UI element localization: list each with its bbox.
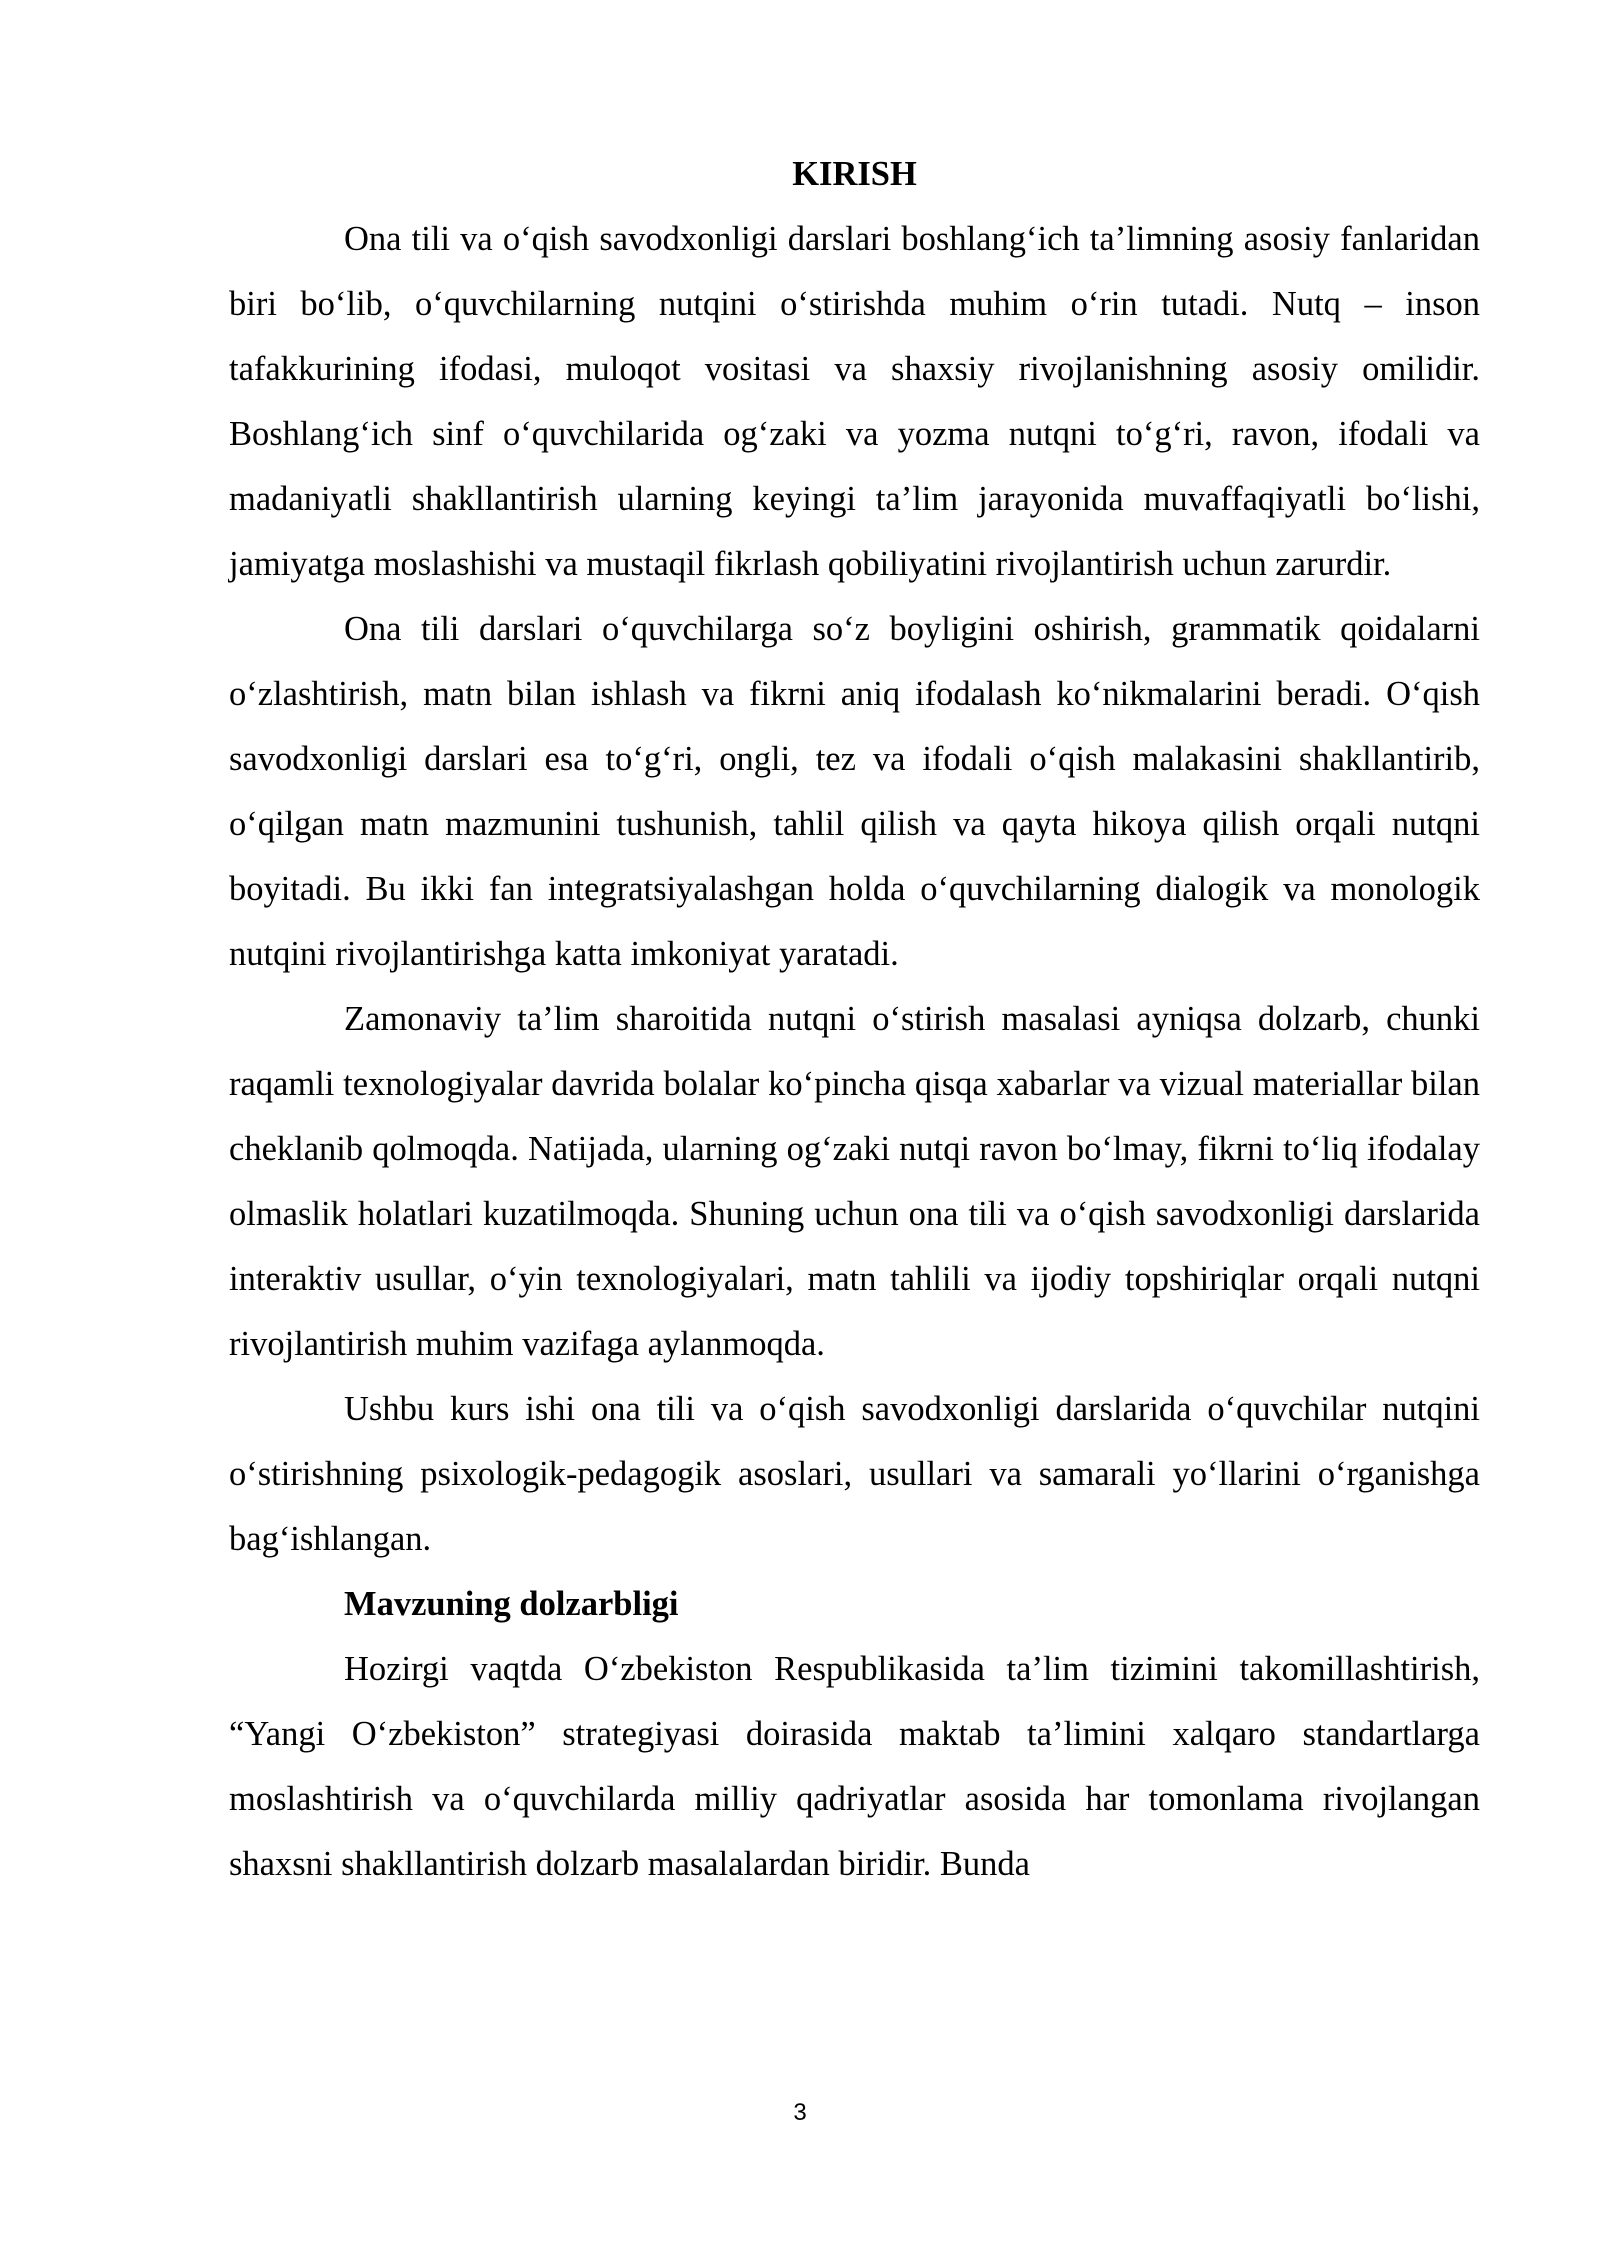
paragraph-1: Ona tili va o‘qish savodxonligi darslari boshlang‘ich ta’limning asosiy fanlaridan biri bo‘lib, o‘quvchilarning nutqini o‘stirishda muhim o‘rin tutadi. Nutq – inson tafakkurining ifodasi, muloqot vositasi va shaxsiy rivojlanishning asosiy omilidir. Boshlang‘ich sinf o‘quvchilarida og‘zaki va yozma nutqni to‘g‘ri, ravon, ifodali va madaniyatli shakllantirish ularning keyingi ta’lim jarayonida muvaffaqiyatli bo‘lishi, jamiyatga moslashishi va mustaqil fikrlash qobiliyatini rivojlantirish uchun zarurdir. [229, 220, 1480, 583]
section-heading: KIRISH [792, 155, 917, 193]
paragraph-3: Zamonaviy ta’lim sharoitida nutqni o‘stirish masalasi ayniqsa dolzarb, chunki raqamli texnologiyalar davrida bolalar ko‘pincha qisqa xabarlar va vizual materiallar bilan cheklanib qolmoqda. Natijada, ularning og‘zaki nutqi ravon bo‘lmay, fikrni to‘liq ifodalay olmaslik holatlari kuzatilmoqda. Shuning uchun ona tili va o‘qish savodxonligi darslarida interaktiv usullar, o‘yin texnologiyalari, matn tahlili va ijodiy topshiriqlar orqali nutqni rivojlantirish muhim vazifaga aylanmoqda. [229, 1000, 1480, 1363]
paragraph-4: Ushbu kurs ishi ona tili va o‘qish savodxonligi darslarida o‘quvchilar nutqini o‘stirishning psixologik-pedagogik asoslari, usullari va samarali yo‘llarini o‘rganishga bag‘ishlangan. [229, 1390, 1480, 1558]
paragraph-2: Ona tili darslari o‘quvchilarga so‘z boyligini oshirish, grammatik qoidalarni o‘zlashtirish, matn bilan ishlash va fikrni aniq ifodalash ko‘nikmalarini beradi. O‘qish savodxonligi darslari esa to‘g‘ri, ongli, tez va ifodali o‘qish malakasini shakllantirib, o‘qilgan matn mazmunini tushunish, tahlil qilish va qayta hikoya qilish orqali nutqni boyitadi. Bu ikki fan integratsiyalashgan holda o‘quvchilarning dialogik va monologik nutqini rivojlantirishga katta imkoniyat yaratadi. [229, 610, 1480, 973]
paragraph-5: Hozirgi vaqtda O‘zbekiston Respublikasida ta’lim tizimini takomillashtirish, “Yangi O‘zbekiston” strategiyasi doirasida maktab ta’limini xalqaro standartlarga moslashtirish va o‘quvchilarda milliy qadriyatlar asosida har tomonlama rivojlangan shaxsni shakllantirish dolzarb masalalardan biridir. Bunda [229, 1650, 1480, 1883]
page-content [229, 142, 1480, 1897]
subsection-heading: Mavzuning dolzarbligi [344, 1585, 679, 1623]
page-number: 3 [793, 2099, 807, 2126]
